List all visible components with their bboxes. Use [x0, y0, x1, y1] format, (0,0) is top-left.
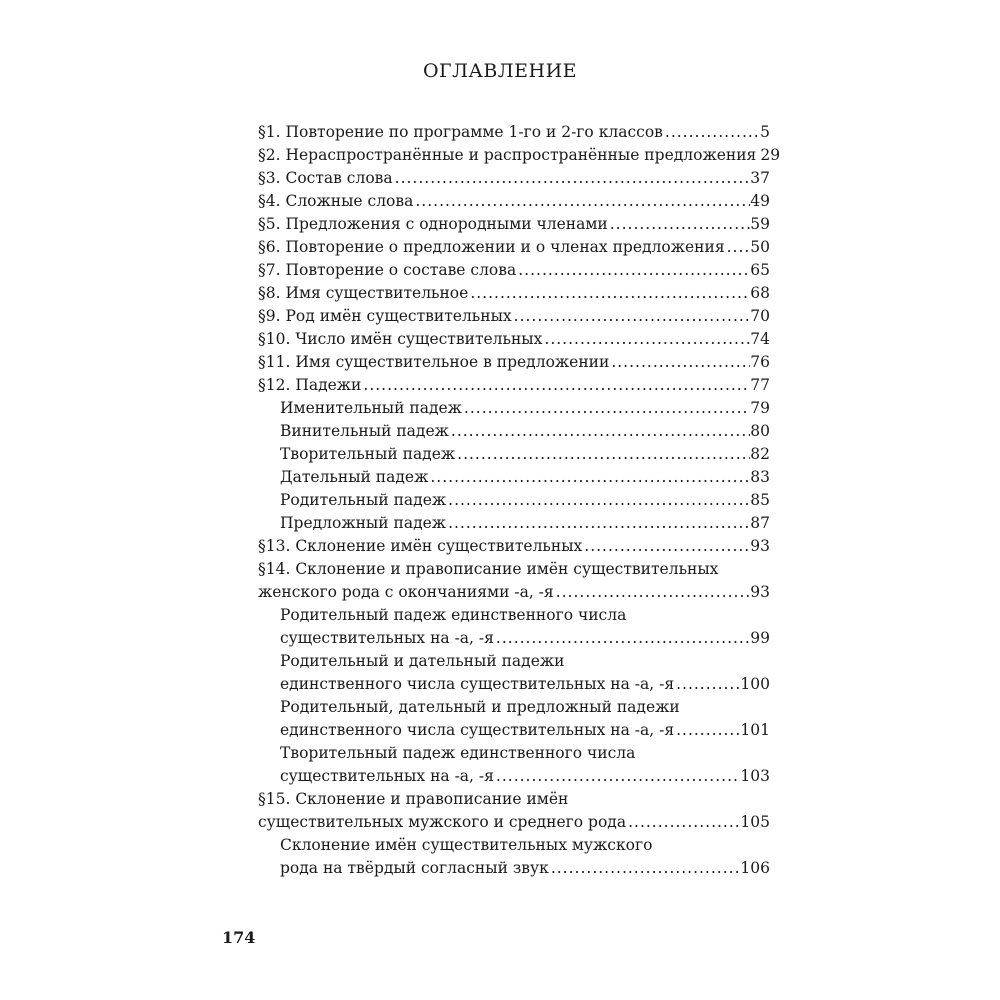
- toc-entry: [258, 535, 770, 558]
- toc-entry-page: 106: [740, 859, 770, 877]
- toc-entry: [258, 558, 770, 581]
- dot-leader: [608, 213, 751, 236]
- toc-entry: [258, 259, 770, 282]
- dot-leader: [446, 512, 750, 535]
- toc-entry-title: Родительный и дательный падежи: [280, 652, 565, 670]
- toc-entry-title: существительных на -а, -я: [280, 767, 494, 785]
- toc-entry-page: 100: [740, 675, 770, 693]
- toc-entry-page: 5: [760, 123, 770, 141]
- toc-entry: [258, 466, 770, 489]
- toc-entry-title: §11. Имя существительное в предложении: [258, 353, 610, 371]
- toc-entry-page: 74: [750, 330, 770, 348]
- toc-entry-title: единственного числа существительных на -а, -я: [280, 675, 675, 693]
- toc-entry: [258, 236, 770, 259]
- toc-entry-page: 59: [750, 215, 770, 233]
- toc-entry-title: §10. Число имён существительных: [258, 330, 543, 348]
- toc-entry: [258, 719, 770, 742]
- dot-leader: [361, 374, 750, 397]
- toc-entry-page: 82: [750, 445, 770, 463]
- toc-entry-title: §9. Род имён существительных: [258, 307, 512, 325]
- dot-leader: [413, 190, 750, 213]
- toc-entry-title: §1. Повторение по программе 1-го и 2-го классов: [258, 123, 663, 141]
- toc-entry-page: 65: [750, 261, 770, 279]
- toc-entry: [258, 282, 770, 305]
- dot-leader: [725, 236, 751, 259]
- toc-entry-title: рода на твёрдый согласный звук: [280, 859, 549, 877]
- toc-entry-title: Творительный падеж единственного числа: [280, 744, 636, 762]
- toc-entry-title: §14. Склонение и правописание имён существительных: [258, 560, 719, 578]
- toc-entry: [258, 374, 770, 397]
- toc-entry-page: 93: [750, 537, 770, 555]
- dot-leader: [462, 397, 750, 420]
- toc-entry-page: 87: [750, 514, 770, 532]
- toc-entry-page: 101: [740, 721, 770, 739]
- toc-entry: [258, 121, 770, 144]
- table-of-contents: [258, 121, 781, 880]
- toc-entry-page: 80: [750, 422, 770, 440]
- dot-leader: [674, 719, 740, 742]
- toc-entry-title: Дательный падеж: [280, 468, 429, 486]
- toc-entry: [258, 811, 770, 834]
- toc-entry-title: §3. Состав слова: [258, 169, 393, 187]
- dot-leader: [449, 420, 750, 443]
- dot-leader: [393, 167, 751, 190]
- dot-leader: [494, 627, 750, 650]
- toc-entry-title: единственного числа существительных на -а, -я: [280, 721, 675, 739]
- dot-leader: [512, 305, 751, 328]
- toc-entry-page: 103: [740, 767, 770, 785]
- toc-entry-page: 85: [750, 491, 770, 509]
- toc-entry: [258, 144, 781, 167]
- toc-entry-title: Склонение имён существительных мужского: [280, 836, 653, 854]
- toc-entry-page: 83: [750, 468, 770, 486]
- dot-leader: [446, 489, 750, 512]
- dot-leader: [582, 535, 750, 558]
- page-number: 174: [222, 928, 256, 947]
- toc-entry-page: 29: [760, 146, 781, 164]
- toc-entry: [258, 604, 770, 627]
- toc-entry: [258, 581, 770, 604]
- toc-entry-title: §15. Склонение и правописание имён: [258, 790, 569, 808]
- dot-leader: [609, 351, 750, 374]
- toc-entry-page: 70: [750, 307, 770, 325]
- toc-entry-title: Родительный падеж единственного числа: [280, 606, 627, 624]
- toc-entry-title: Именительный падеж: [280, 399, 462, 417]
- toc-entry: [258, 857, 770, 880]
- toc-entry-page: 77: [750, 376, 770, 394]
- dot-leader: [494, 765, 740, 788]
- toc-entry: [258, 443, 770, 466]
- toc-entry: [258, 397, 770, 420]
- dot-leader: [549, 857, 741, 880]
- toc-entry-page: 79: [750, 399, 770, 417]
- toc-entry-title: §5. Предложения с однородными членами: [258, 215, 608, 233]
- toc-entry: [258, 650, 770, 673]
- toc-entry: [258, 420, 770, 443]
- dot-leader: [554, 581, 751, 604]
- page-title: ОГЛАВЛЕНИЕ: [422, 60, 578, 82]
- dot-leader: [428, 466, 750, 489]
- toc-entry: [258, 328, 770, 351]
- toc-entry-title: §13. Склонение имён существительных: [258, 537, 583, 555]
- toc-entry-title: §7. Повторение о составе слова: [258, 261, 517, 279]
- toc-entry-title: §8. Имя существительное: [258, 284, 469, 302]
- toc-entry-page: 93: [750, 583, 770, 601]
- toc-entry-title: Родительный падеж: [280, 491, 447, 509]
- dot-leader: [542, 328, 750, 351]
- dot-leader: [626, 811, 740, 834]
- toc-entry-page: 37: [750, 169, 770, 187]
- toc-entry: [258, 742, 770, 765]
- toc-entry-title: §2. Нераспространённые и распространённые предложения: [258, 146, 757, 164]
- toc-entry: [258, 489, 770, 512]
- toc-entry-page: 99: [750, 629, 770, 647]
- toc-entry-title: §4. Сложные слова: [258, 192, 414, 210]
- toc-entry-title: Творительный падеж: [280, 445, 456, 463]
- toc-entry-title: Предложный падеж: [280, 514, 447, 532]
- toc-entry: [258, 765, 770, 788]
- dot-leader: [468, 282, 750, 305]
- toc-entry: [258, 834, 770, 857]
- toc-entry-page: 49: [750, 192, 770, 210]
- toc-entry-title: Винительный падеж: [280, 422, 449, 440]
- toc-entry: [258, 305, 770, 328]
- toc-entry-title: §6. Повторение о предложении и о членах предложения: [258, 238, 725, 256]
- toc-entry-title: §12. Падежи: [258, 376, 362, 394]
- toc-entry-title: женского рода с окончаниями -а, -я: [258, 583, 554, 601]
- dot-leader: [516, 259, 750, 282]
- toc-entry-page: 68: [750, 284, 770, 302]
- toc-entry: [258, 788, 770, 811]
- toc-entry: [258, 627, 770, 650]
- toc-entry: [258, 213, 770, 236]
- toc-entry-page: 50: [750, 238, 770, 256]
- toc-entry: [258, 673, 770, 696]
- toc-entry: [258, 696, 770, 719]
- toc-entry-page: 105: [740, 813, 770, 831]
- toc-entry: [258, 351, 770, 374]
- toc-entry: [258, 190, 770, 213]
- toc-entry: [258, 512, 770, 535]
- dot-leader: [663, 121, 760, 144]
- dot-leader: [674, 673, 740, 696]
- toc-entry-title: существительных мужского и среднего рода: [258, 813, 627, 831]
- dot-leader: [455, 443, 750, 466]
- toc-entry: [258, 167, 770, 190]
- toc-entry-title: существительных на -а, -я: [280, 629, 494, 647]
- toc-entry-page: 76: [750, 353, 770, 371]
- toc-entry-title: Родительный, дательный и предложный падежи: [280, 698, 680, 716]
